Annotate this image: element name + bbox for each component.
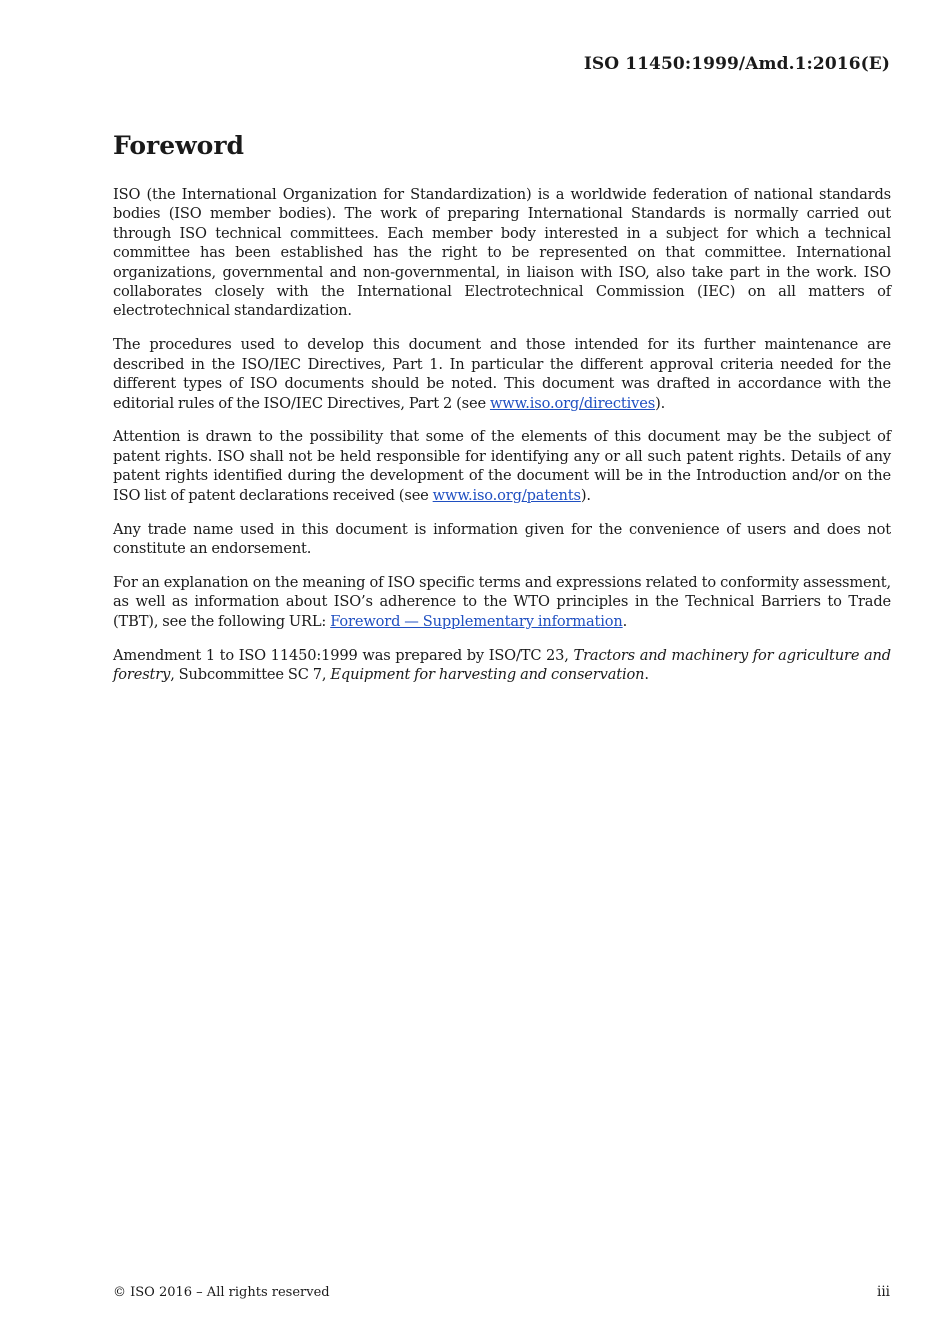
committee-title: Tractors and machinery for agriculture and forestry: [113, 646, 892, 684]
paragraph-text: .: [622, 612, 628, 630]
paragraph-text: Amendment 1 to ISO 11450:1999 was prepared by ISO/TC 23,: [113, 646, 574, 664]
paragraph-trade-name: Any trade name used in this document is information given for the convenience of users and does not constitute an endorsement.: [113, 520, 891, 557]
foreword-body: [113, 185, 891, 699]
paragraph-text: The procedures used to develop this document and those intended for its further maintenance are described in the ISO/IEC Directives, Part 1. In particular the different approval criteria needed for the different types of ISO documents should be noted. This document was drafted in accordance with the editorial rules of the ISO/IEC Directives, Part 2 (see: [113, 336, 891, 412]
page-title: Foreword: [113, 131, 244, 160]
supplementary-info-link[interactable]: Foreword — Supplementary information: [330, 612, 623, 630]
directives-link[interactable]: www.iso.org/directives: [489, 394, 656, 412]
page-number: iii: [877, 1284, 890, 1300]
paragraph-text: ).: [580, 486, 591, 504]
subcommittee-title: Equipment for harvesting and conservation: [330, 666, 645, 684]
paragraph-patent-rights: [113, 427, 891, 505]
paragraph-text: ).: [655, 394, 666, 412]
paragraph-procedures: [113, 335, 891, 413]
paragraph-text: .: [644, 666, 649, 684]
paragraph-amendment: [113, 646, 891, 685]
patents-link[interactable]: www.iso.org/patents: [432, 486, 581, 504]
copyright-notice: © ISO 2016 – All rights reserved: [113, 1285, 330, 1300]
paragraph-conformity: [113, 573, 891, 631]
document-identifier: ISO 11450:1999/Amd.1:2016(E): [583, 54, 890, 74]
paragraph-text: For an explanation on the meaning of ISO specific terms and expressions related to conformity assessment, as well as information about ISO’s adherence to the WTO principles in the Technical Barriers to Trade (TBT), see the following URL:: [113, 573, 891, 630]
paragraph-iso-overview: ISO (the International Organization for Standardization) is a worldwide federation of national standards bodies (ISO member bodies). The work of preparing International Standards is normally carried out through ISO technical committees. Each member body interested in a subject for which a technical committee has been established has the right to be represented on that committee. International organizations, governmental and non-governmental, in liaison with ISO, also take part in the work. ISO collaborates closely with the International Electrotechnical Commission (IEC) on all matters of electrotechnical standardization.: [113, 186, 891, 320]
paragraph-text: Attention is drawn to the possibility that some of the elements of this document may be the subject of patent rights. ISO shall not be held responsible for identifying any or all such patent rights. Details of any patent rights identified during the development of the document will be in the Introduction and/or on the ISO list of patent declarations received (see: [113, 428, 891, 504]
paragraph-text: , Subcommittee SC 7,: [170, 666, 331, 684]
